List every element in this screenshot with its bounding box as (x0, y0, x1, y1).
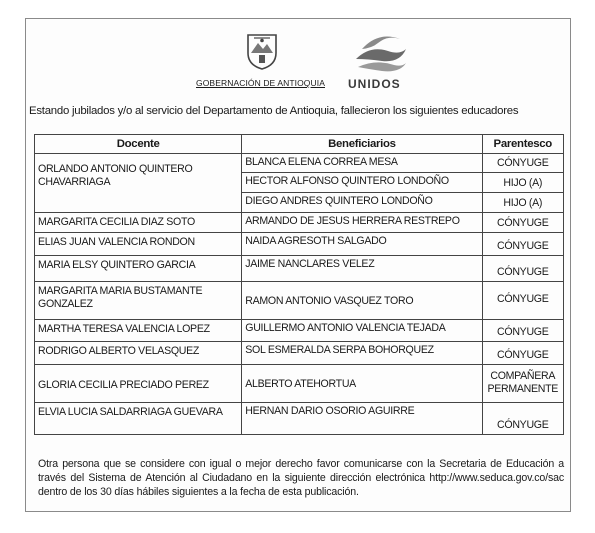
parentesco-cell: COMPAÑERA PERMANENTE (482, 365, 563, 403)
beneficiario-cell: GUILLERMO ANTONIO VALENCIA TEJADA (242, 320, 482, 342)
beneficiario-cell: ALBERTO ATEHORTUA (242, 365, 482, 403)
beneficiario-cell: RAMON ANTONIO VASQUEZ TORO (242, 282, 482, 320)
parentesco-cell: CÓNYUGE (482, 154, 563, 173)
table-header-row (35, 135, 564, 154)
beneficiario-cell: NAIDA AGRESOTH SALGADO (242, 233, 482, 256)
column-header-parentesco: Parentesco (482, 135, 563, 154)
table-row (35, 154, 564, 173)
footer-notice: Otra persona que se considere con igual o mejor derecho favor comunicarse con la Secretaria de Educación a través del Sistema de Atención al Ciudadano en la siguiente dirección electrónica http://www.seduca.gov.co/sac dentro de los 30 días hábiles siguientes a la fecha de esta publicación. (38, 458, 564, 498)
government-name: GOBERNACIÓN DE ANTIOQUIA (196, 78, 325, 88)
table-row (35, 365, 564, 403)
docente-cell: RODRIGO ALBERTO VELASQUEZ (35, 342, 242, 365)
column-header-beneficiarios: Beneficiarios (242, 135, 482, 154)
docente-cell: GLORIA CECILIA PRECIADO PEREZ (35, 365, 242, 403)
beneficiario-cell: SOL ESMERALDA SERPA BOHORQUEZ (242, 342, 482, 365)
docente-cell: MARGARITA CECILIA DIAZ SOTO (35, 213, 242, 233)
beneficiario-cell: BLANCA ELENA CORREA MESA (242, 154, 482, 173)
beneficiario-cell: JAIME NANCLARES VELEZ (242, 256, 482, 282)
educators-table (34, 134, 564, 435)
parentesco-cell: CÓNYUGE (482, 256, 563, 282)
table-row (35, 256, 564, 282)
beneficiario-cell: HERNAN DARIO OSORIO AGUIRRE (242, 403, 482, 435)
unidos-brand-name: UNIDOS (348, 77, 401, 91)
parentesco-cell: HIJO (A) (482, 193, 563, 213)
docente-cell: ELIAS JUAN VALENCIA RONDON (35, 233, 242, 256)
table-row (35, 233, 564, 256)
column-header-docente: Docente (35, 135, 242, 154)
obituary-notice (25, 18, 571, 512)
table-row (35, 342, 564, 365)
parentesco-cell: CÓNYUGE (482, 320, 563, 342)
beneficiario-cell: DIEGO ANDRES QUINTERO LONDOÑO (242, 193, 482, 213)
table-row (35, 320, 564, 342)
antioquia-coat-of-arms-icon (242, 31, 282, 71)
docente-cell: MARTHA TERESA VALENCIA LOPEZ (35, 320, 242, 342)
table-row (35, 403, 564, 435)
docente-cell: MARGARITA MARIA BUSTAMANTE GONZALEZ (35, 282, 242, 320)
parentesco-cell: CÓNYUGE (482, 282, 563, 320)
notice-header (26, 25, 570, 97)
intro-text: Estando jubilados y/o al servicio del Departamento de Antioquia, fallecieron los siguientes educadores (29, 105, 519, 117)
docente-cell: ELVIA LUCIA SALDARRIAGA GUEVARA (35, 403, 242, 435)
unidos-logo-icon (348, 29, 412, 75)
beneficiario-cell: HECTOR ALFONSO QUINTERO LONDOÑO (242, 173, 482, 193)
docente-cell: MARIA ELSY QUINTERO GARCIA (35, 256, 242, 282)
parentesco-cell: CÓNYUGE (482, 213, 563, 233)
parentesco-cell: HIJO (A) (482, 173, 563, 193)
parentesco-cell: CÓNYUGE (482, 233, 563, 256)
parentesco-cell: CÓNYUGE (482, 342, 563, 365)
parentesco-cell: CÓNYUGE (482, 403, 563, 435)
table-row (35, 213, 564, 233)
table-row (35, 282, 564, 320)
docente-cell: ORLANDO ANTONIO QUINTERO CHAVARRIAGA (35, 154, 242, 213)
beneficiario-cell: ARMANDO DE JESUS HERRERA RESTREPO (242, 213, 482, 233)
